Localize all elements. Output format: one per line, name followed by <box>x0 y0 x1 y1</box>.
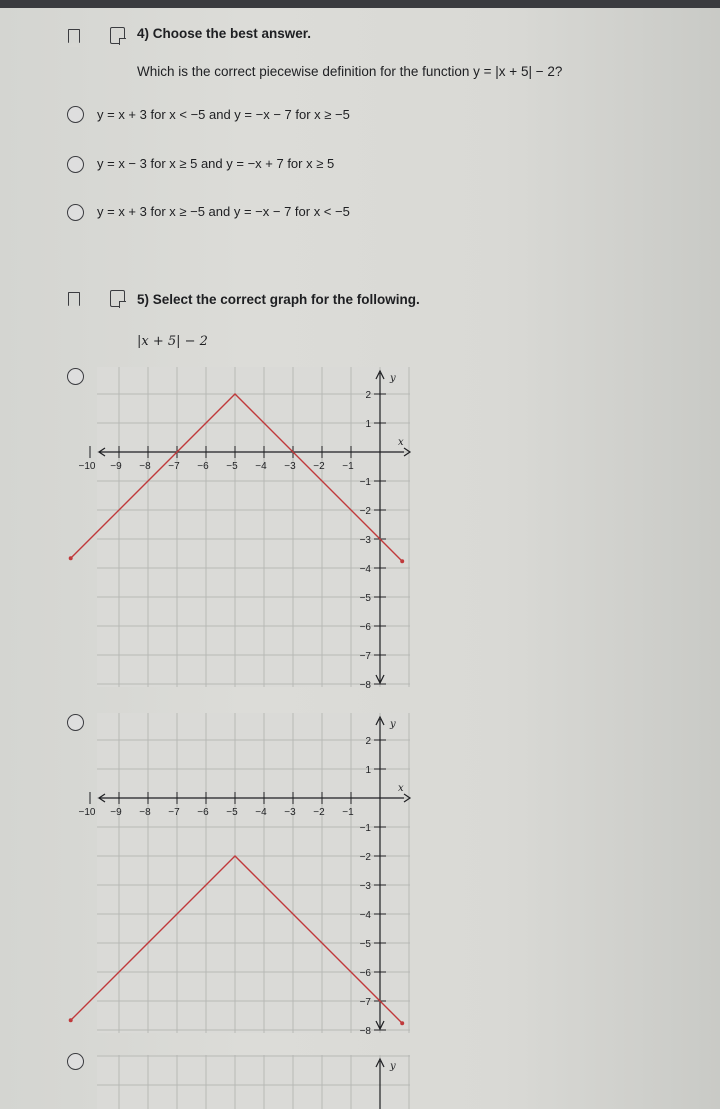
y-tick-label: −6 <box>359 968 371 979</box>
x-tick-label: −10 <box>78 807 96 818</box>
y-axis-label: y <box>390 719 396 730</box>
x-tick-label: −1 <box>342 461 354 472</box>
q4-prompt: Which is the correct piecewise definition for the function y = |x + 5| − 2? <box>137 64 563 79</box>
graph-1-svg <box>78 367 410 691</box>
x-tick-label: −4 <box>255 807 267 818</box>
y-tick-label: −7 <box>359 651 371 662</box>
graph-curve <box>70 394 404 562</box>
curve-arrow-left <box>69 1018 73 1022</box>
q5-option-2-radio[interactable] <box>67 714 84 731</box>
y-tick-label: −4 <box>359 564 371 575</box>
q4-option-2-label[interactable]: y = x − 3 for x ≥ 5 and y = −x + 7 for x ≥ 5 <box>97 156 335 171</box>
y-tick-label: −1 <box>359 477 371 488</box>
y-tick-label: −2 <box>359 506 371 517</box>
q5-expression: |x + 5| − 2 <box>137 334 208 349</box>
q4-option-1-radio[interactable] <box>67 106 84 123</box>
x-tick-label: −2 <box>313 461 325 472</box>
x-tick-label: −5 <box>226 461 238 472</box>
x-tick-label: −2 <box>313 807 325 818</box>
x-tick-label: −6 <box>197 461 209 472</box>
y-tick-label: 1 <box>365 765 371 776</box>
y-tick-label: 1 <box>365 419 371 430</box>
y-tick-label: −8 <box>359 680 371 691</box>
q4-option-3-radio[interactable] <box>67 204 84 221</box>
graph-curve <box>70 856 404 1024</box>
x-tick-label: −3 <box>284 461 296 472</box>
y-tick-label: −7 <box>359 997 371 1008</box>
q5-graph-1[interactable] <box>78 367 410 691</box>
x-tick-label: −7 <box>168 807 180 818</box>
x-axis-label: x <box>398 783 404 794</box>
y-tick-label: −3 <box>359 535 371 546</box>
note-icon[interactable] <box>110 27 125 44</box>
curve-arrow-left <box>69 556 73 560</box>
graph-3-svg <box>97 1055 410 1109</box>
y-tick-label: −3 <box>359 881 371 892</box>
q4-option-3-label[interactable]: y = x + 3 for x ≥ −5 and y = −x − 7 for x < −5 <box>97 204 350 219</box>
note-icon[interactable] <box>110 290 125 307</box>
y-tick-label: −5 <box>359 593 371 604</box>
graph-2-svg <box>78 713 410 1037</box>
x-tick-label: −7 <box>168 461 180 472</box>
y-tick-label: −8 <box>359 1026 371 1037</box>
q5-option-3-radio[interactable] <box>67 1053 84 1070</box>
curve-arrow-right <box>400 559 404 563</box>
y-tick-label: −5 <box>359 939 371 950</box>
bookmark-icon[interactable] <box>68 29 80 43</box>
x-tick-label: −8 <box>139 807 151 818</box>
y-tick-label: −4 <box>359 910 371 921</box>
x-tick-label: −5 <box>226 807 238 818</box>
q4-title: 4) Choose the best answer. <box>137 26 312 41</box>
y-tick-label: −6 <box>359 622 371 633</box>
q5-graph-2[interactable] <box>78 713 410 1037</box>
x-tick-label: −6 <box>197 807 209 818</box>
x-tick-label: −1 <box>342 807 354 818</box>
q4-option-1-label[interactable]: y = x + 3 for x < −5 and y = −x − 7 for x ≥ −5 <box>97 107 350 122</box>
curve-arrow-right <box>400 1021 404 1025</box>
x-axis-label: x <box>398 437 404 448</box>
q4-option-2-radio[interactable] <box>67 156 84 173</box>
x-tick-label: −9 <box>110 807 122 818</box>
y-tick-label: 2 <box>365 736 371 747</box>
x-tick-label: −3 <box>284 807 296 818</box>
x-tick-label: −8 <box>139 461 151 472</box>
x-tick-label: −9 <box>110 461 122 472</box>
y-tick-label: −1 <box>359 823 371 834</box>
q5-title: 5) Select the correct graph for the following. <box>137 292 420 307</box>
y-tick-label: −2 <box>359 852 371 863</box>
top-bar <box>0 0 720 8</box>
bookmark-icon[interactable] <box>68 292 80 306</box>
q5-option-1-radio[interactable] <box>67 368 84 385</box>
y-axis-label: y <box>390 373 396 384</box>
x-tick-label: −10 <box>78 461 96 472</box>
q5-graph-3[interactable] <box>97 1055 410 1109</box>
x-tick-label: −4 <box>255 461 267 472</box>
y-tick-label: 2 <box>365 390 371 401</box>
y-axis-label: y <box>390 1061 396 1072</box>
